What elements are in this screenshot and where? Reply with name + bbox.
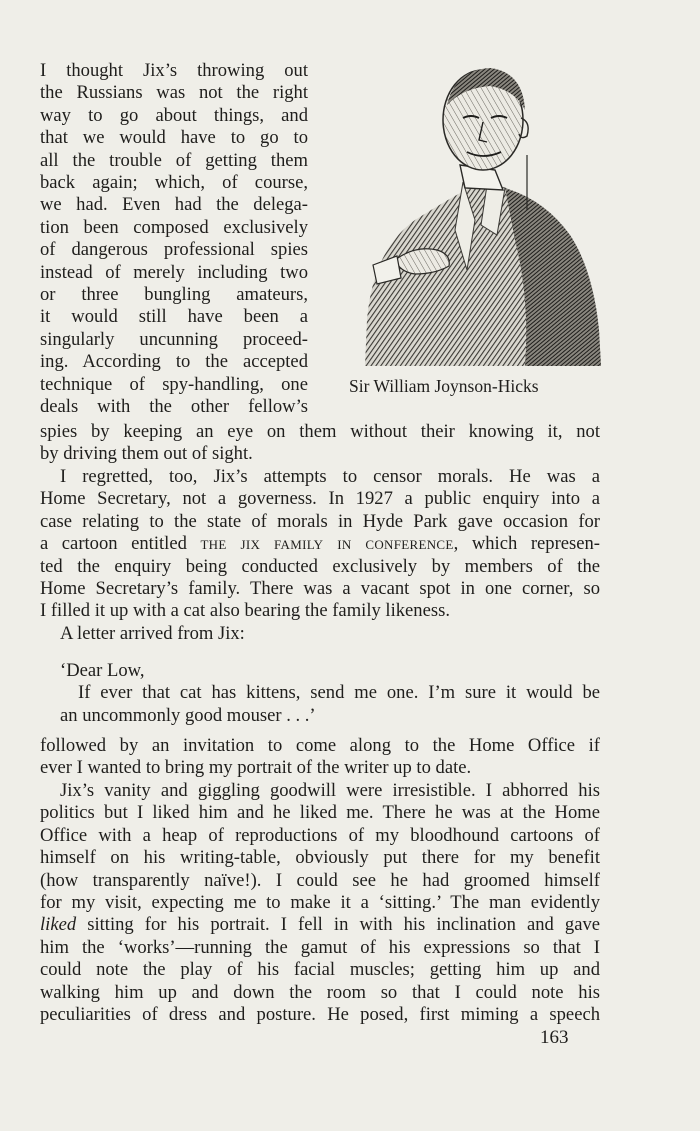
text-line: I regretted, too, Jix’s attempts to censor morals. He was a xyxy=(60,466,600,487)
text-line: A letter arrived from Jix: xyxy=(60,623,245,644)
figure-caption: Sir William Joynson-Hicks xyxy=(349,376,539,396)
letter-quote xyxy=(40,660,600,727)
text-line: by driving them out of sight. xyxy=(40,443,253,465)
text-fragment: a cartoon entitled xyxy=(40,533,201,555)
paragraph-4 xyxy=(40,735,600,780)
text-line xyxy=(40,914,600,936)
text-line xyxy=(40,533,600,555)
paragraph-1-wrapped xyxy=(40,60,308,419)
text-line: all the trouble of getting them xyxy=(40,149,308,171)
text-line: back again; which, of course, xyxy=(40,172,308,194)
text-line: of dangerous professional spies xyxy=(40,239,308,261)
text-line: (how transparently naïve!). I could see he had groomed himself xyxy=(40,869,600,891)
text-line: Home Secretary’s family. There was a vacant spot in one corner, so xyxy=(40,578,600,600)
emphasis: liked xyxy=(40,914,77,936)
paragraph-1-continued xyxy=(40,421,600,466)
page-number: 163 xyxy=(540,1027,569,1048)
text-line: case relating to the state of morals in Hyde Park gave occasion for xyxy=(40,510,600,532)
text-fragment: sitting for his portrait. I fell in with his inclination and gave xyxy=(76,914,600,936)
text-line: way to go about things, and xyxy=(40,104,308,126)
text-line: or three bungling amateurs, xyxy=(40,284,308,306)
paragraph-3 xyxy=(40,623,600,645)
text-line: himself on his writing-table, obviously put there for my benefit xyxy=(40,847,600,869)
text-line: Jix’s vanity and giggling goodwill were irresistible. I abhorred his xyxy=(60,780,600,801)
text-line: followed by an invitation to come along to the Home Office if xyxy=(40,735,600,756)
text-line: deals with the other fellow’s xyxy=(40,396,308,418)
text-line: him the ‘works’—running the gamut of his expressions so that I xyxy=(40,936,600,958)
text-line: could note the play of his facial muscles; getting him up and xyxy=(40,959,600,981)
text-line: technique of spy-handling, one xyxy=(40,373,308,395)
text-line: Office with a heap of reproductions of my bloodhound cartoons of xyxy=(40,824,600,846)
text-line: I thought Jix’s throwing out xyxy=(40,60,308,81)
text-line: peculiarities of dress and posture. He posed, first miming a speech xyxy=(40,1004,600,1026)
text-line: ing. According to the accepted xyxy=(40,351,308,373)
text-line: politics but I liked him and he liked me. There he was at the Home xyxy=(40,802,600,824)
text-line: it would still have been a xyxy=(40,306,308,328)
paragraph-2 xyxy=(40,466,600,623)
text-line: ted the enquiry being conducted exclusively by members of the xyxy=(40,555,600,577)
text-line: singularly uncunning proceed- xyxy=(40,328,308,350)
paragraph-5 xyxy=(40,780,600,1026)
text-line: walking him up and down the room so that I could note his xyxy=(40,981,600,1003)
letter-salutation: ‘Dear Low, xyxy=(60,660,145,681)
text-line: the Russians was not the right xyxy=(40,82,308,104)
text-line: spies by keeping an eye on them without their knowing it, not xyxy=(40,421,600,442)
letter-body-line: If ever that cat has kittens, send me one. I’m sure it would be xyxy=(78,682,600,704)
text-line: I filled it up with a cat also bearing the family likeness. xyxy=(40,600,450,622)
text-line: ever I wanted to bring my portrait of the writer up to date. xyxy=(40,757,472,779)
cartoon-title: the jix family in conference xyxy=(200,533,454,555)
text-line: we had. Even had the delega- xyxy=(40,194,308,216)
text-fragment: , which represen- xyxy=(453,533,600,555)
portrait-illustration xyxy=(355,60,601,366)
letter-body-line: an uncommonly good mouser . . .’ xyxy=(60,704,316,726)
text-line: tion been composed exclusively xyxy=(40,216,308,238)
text-line: Home Secretary, not a governess. In 1927 a public enquiry into a xyxy=(40,488,600,510)
text-line: that we would have to go to xyxy=(40,127,308,149)
text-line: for my visit, expecting me to make it a ‘sitting.’ The man evidently xyxy=(40,892,600,914)
text-line: instead of merely including two xyxy=(40,261,308,283)
